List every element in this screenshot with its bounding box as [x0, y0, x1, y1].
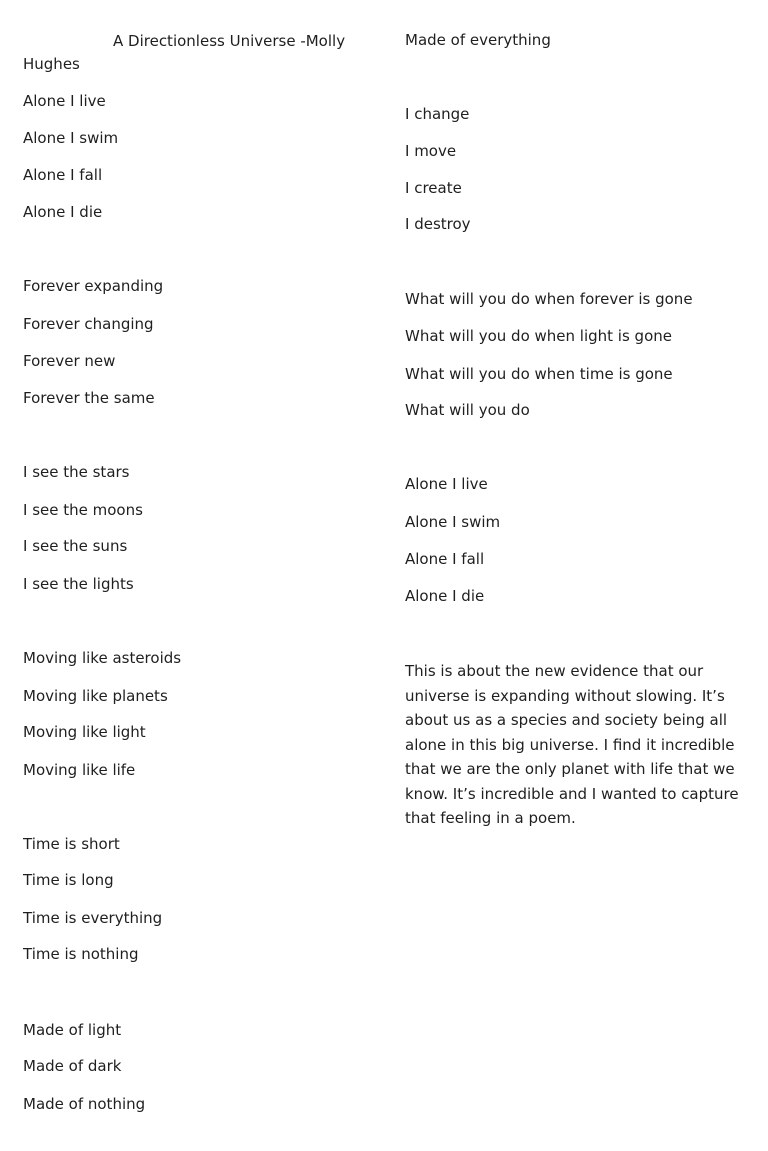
poem-line: I change — [405, 105, 470, 123]
poem-line: Moving like light — [23, 723, 146, 741]
poem-line: Forever the same — [23, 389, 155, 407]
poem-line: Alone I swim — [405, 513, 501, 531]
poem-line: I create — [405, 179, 462, 197]
poem-line: Alone I live — [405, 475, 488, 493]
poem-line: Alone I die — [23, 203, 103, 221]
poem-line: What will you do when time is gone — [405, 365, 673, 383]
poem-line: Forever expanding — [23, 277, 164, 295]
poem-line: Moving like life — [23, 761, 136, 779]
poem-line: Time is everything — [23, 909, 163, 927]
poem-line: Forever new — [23, 352, 116, 370]
poem-line: What will you do — [405, 401, 530, 419]
poem-line: Alone I fall — [23, 166, 103, 184]
poem-line: I destroy — [405, 215, 471, 233]
poem-line: I see the stars — [23, 463, 130, 481]
poem-line: Alone I live — [23, 92, 106, 110]
poem-line: I move — [405, 142, 457, 160]
poem-line: Made of nothing — [23, 1095, 146, 1113]
poem-line: I see the moons — [23, 501, 143, 519]
poem-line: Time is nothing — [23, 945, 139, 963]
poem-line: What will you do when forever is gone — [405, 290, 693, 308]
poem-line: I see the suns — [23, 537, 128, 555]
poem-line: Made of dark — [23, 1057, 122, 1075]
poem-line: What will you do when light is gone — [405, 327, 672, 345]
poem-line: Alone I swim — [23, 129, 119, 147]
author-note: This is about the new evidence that our universe is expanding without slowing. It’s about us as a species and society being all alone in this big universe. I find it incredible that we are the only planet with life that we know. It’s incredible and I wanted to capture that feeling in a poem. — [405, 662, 739, 827]
poem-title: A Directionless Universe -Molly Hughes — [23, 32, 346, 73]
poem-line: Alone I fall — [405, 550, 485, 568]
poem-line: Made of everything — [405, 31, 551, 49]
poem-line: Moving like asteroids — [23, 649, 182, 667]
poem-line: Time is long — [23, 871, 114, 889]
poem-line: Made of light — [23, 1021, 122, 1039]
poem-line: Forever changing — [23, 315, 154, 333]
poem-line: Alone I die — [405, 587, 485, 605]
poem-line: Moving like planets — [23, 687, 168, 705]
poem-line: I see the lights — [23, 575, 134, 593]
poem-line: Time is short — [23, 835, 120, 853]
